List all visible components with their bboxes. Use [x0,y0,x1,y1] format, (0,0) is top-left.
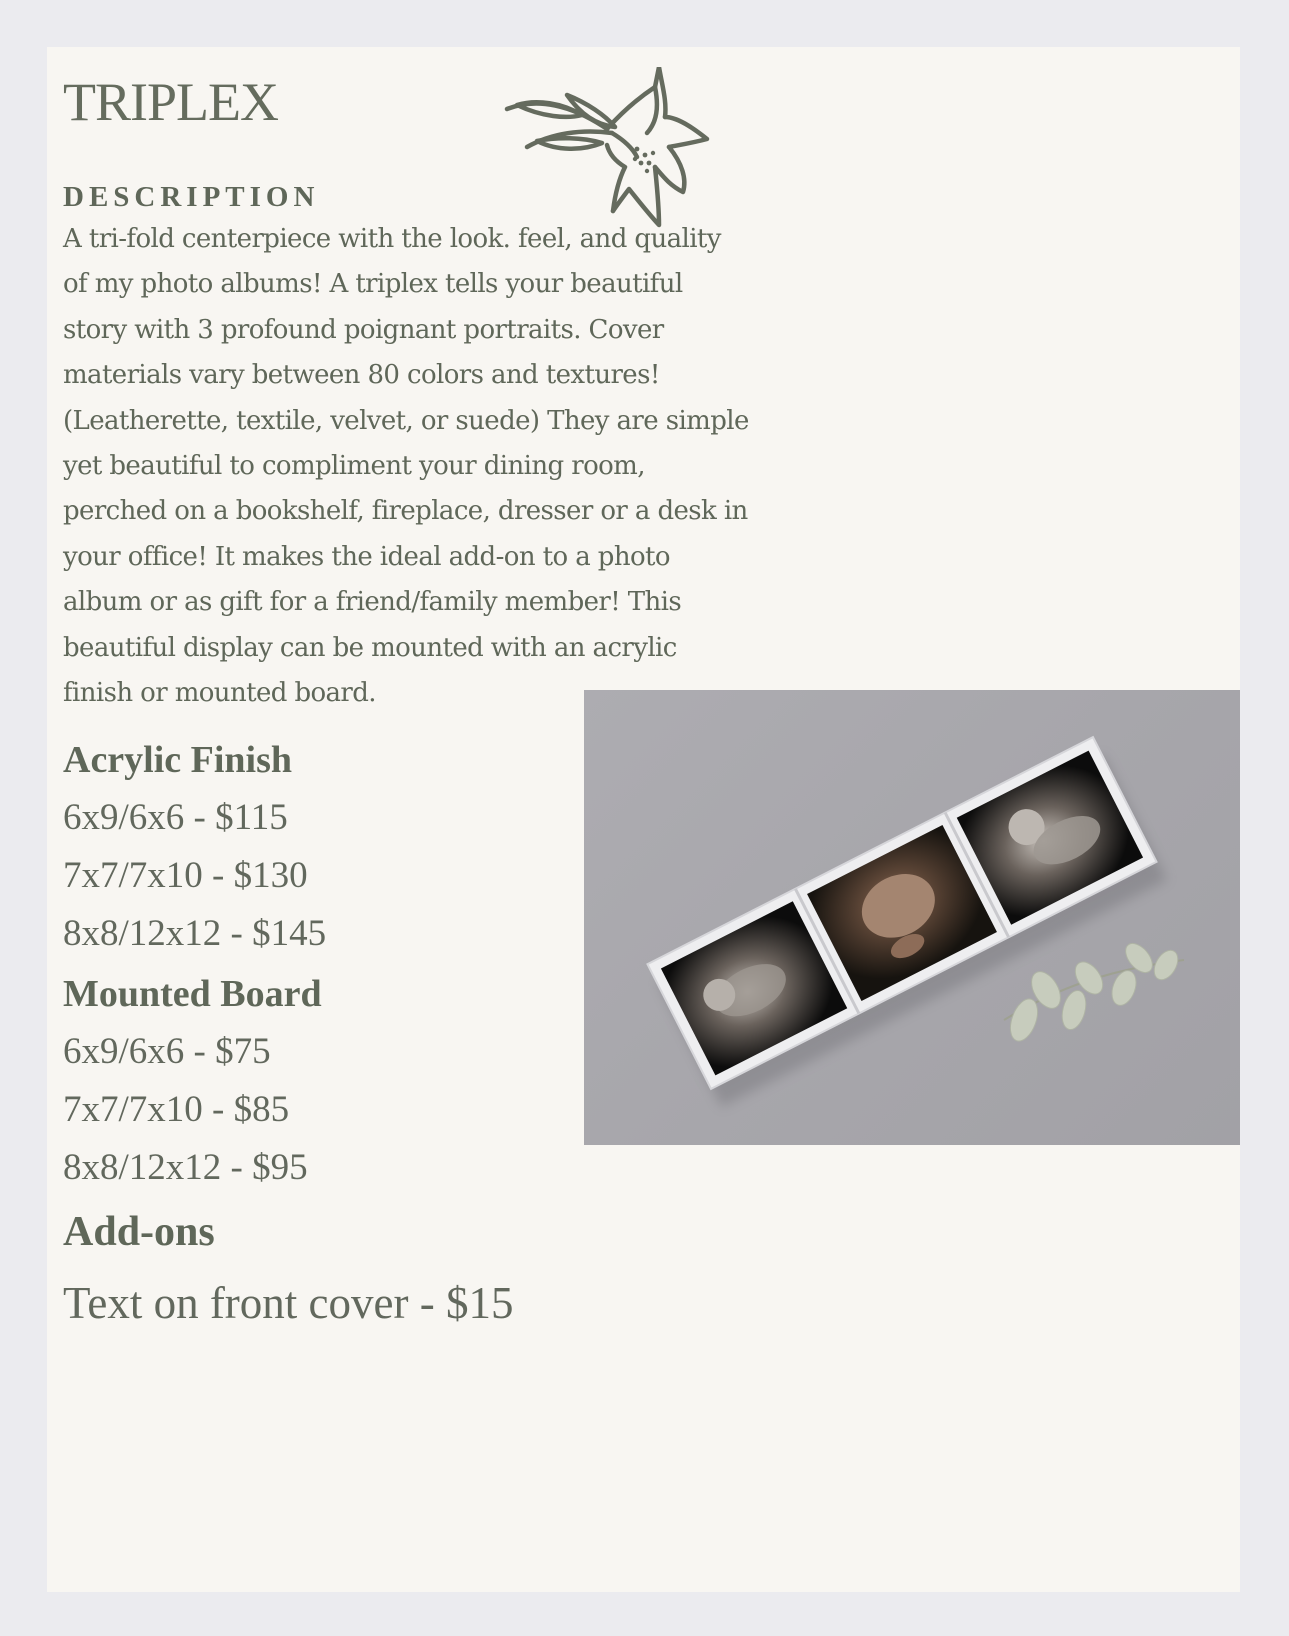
triplex-display-illustration [584,690,1240,1145]
description-body [63,217,843,716]
description-line: finish or mounted board. [63,678,376,709]
document-page [47,47,1240,1592]
description-line: album or as gift for a friend/family member! This [63,587,682,618]
mounted-board-heading: Mounted Board [63,973,322,1015]
description-line: (Leatherette, textile, velvet, or suede) They are simple [63,405,749,436]
description-line: story with 3 profound poignant portraits. Cover [63,314,664,345]
acrylic-price-item: 7x7/7x10 - $130 [63,855,308,896]
lily-flower-icon [497,67,727,242]
addon-price-item: Text on front cover - $15 [63,1278,514,1328]
mounted-price-item: 8x8/12x12 - $95 [63,1147,308,1188]
description-line: perched on a bookshelf, fireplace, dresser or a desk in [63,496,748,527]
description-line: A tri-fold centerpiece with the look. feel, and quality [63,224,721,254]
description-line: materials vary between 80 colors and textures! [63,360,660,391]
description-line: yet beautiful to compliment your dining room, [63,451,645,482]
acrylic-finish-heading: Acrylic Finish [63,739,293,781]
description-heading: DESCRIPTION [63,181,320,213]
page-title: TRIPLEX [63,72,278,132]
description-line: your office! It makes the ideal add-on to a photo [63,541,670,572]
addons-heading: Add-ons [63,1209,215,1255]
description-line: of my photo albums! A triplex tells your beautiful [63,269,683,300]
product-photo [584,690,1240,1145]
acrylic-price-item: 6x9/6x6 - $115 [63,797,288,838]
mounted-price-item: 6x9/6x6 - $75 [63,1031,271,1072]
acrylic-price-item: 8x8/12x12 - $145 [63,913,327,954]
mounted-price-item: 7x7/7x10 - $85 [63,1089,290,1130]
description-line: beautiful display can be mounted with an acrylic [63,632,677,663]
